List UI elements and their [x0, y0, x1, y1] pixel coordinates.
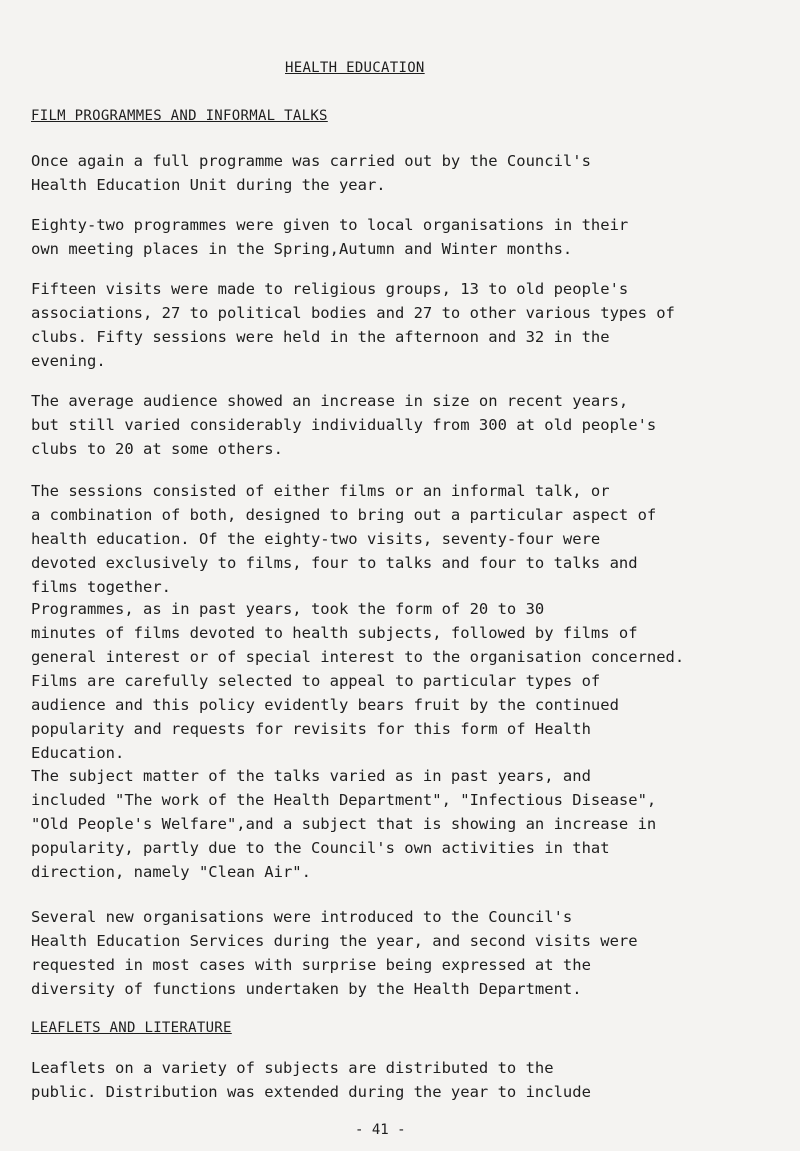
paragraph: The sessions consisted of either films or an informal talk, or a combination of both, designed to bring out a particular aspect of health education. Of the eighty-two visits, seventy-four were devoted exclusively to films, four to talks and four to talks and films together.	[31, 482, 657, 596]
section-heading-film-programmes: FILM PROGRAMMES AND INFORMAL TALKS	[31, 108, 328, 124]
paragraph: Eighty-two programmes were given to local organisations in their own meeting places in the Spring,Autumn and Winter months.	[31, 216, 629, 258]
paragraph: Once again a full programme was carried out by the Council's Health Education Unit during the year.	[31, 152, 591, 194]
paragraph: Fifteen visits were made to religious groups, 13 to old people's associations, 27 to political bodies and 27 to other various types of clubs. Fifty sessions were held in the afternoon and 32 in the evening.	[31, 280, 675, 370]
paragraph: The average audience showed an increase in size on recent years, but still varied considerably individually from 300 at old people's clubs to 20 at some others.	[31, 392, 657, 458]
section-heading-leaflets: LEAFLETS AND LITERATURE	[31, 1020, 232, 1036]
page-title: HEALTH EDUCATION	[285, 60, 425, 76]
paragraph: The subject matter of the talks varied as in past years, and included "The work of the Health Department", "Infectious Disease", "Old People's Welfare",and a subject that is showing an increase in popularity, partly due to the Council's own activities in that direction, namely "Clean Air".	[31, 767, 657, 881]
paragraph: Programmes, as in past years, took the form of 20 to 30 minutes of films devoted to health subjects, followed by films of general interest or of special interest to the organisation concerned. Films are carefully selected to appeal to particular types of audience and this policy evidently bears fruit by the continued popularity and requests for revisits for this form of Health Education.	[31, 600, 685, 762]
paragraph: Leaflets on a variety of subjects are distributed to the public. Distribution was extended during the year to include	[31, 1059, 591, 1101]
paragraph: Several new organisations were introduced to the Council's Health Education Services during the year, and second visits were requested in most cases with surprise being expressed at the diversity of functions undertaken by the Health Department.	[31, 908, 638, 998]
page-number: - 41 -	[355, 1122, 406, 1138]
